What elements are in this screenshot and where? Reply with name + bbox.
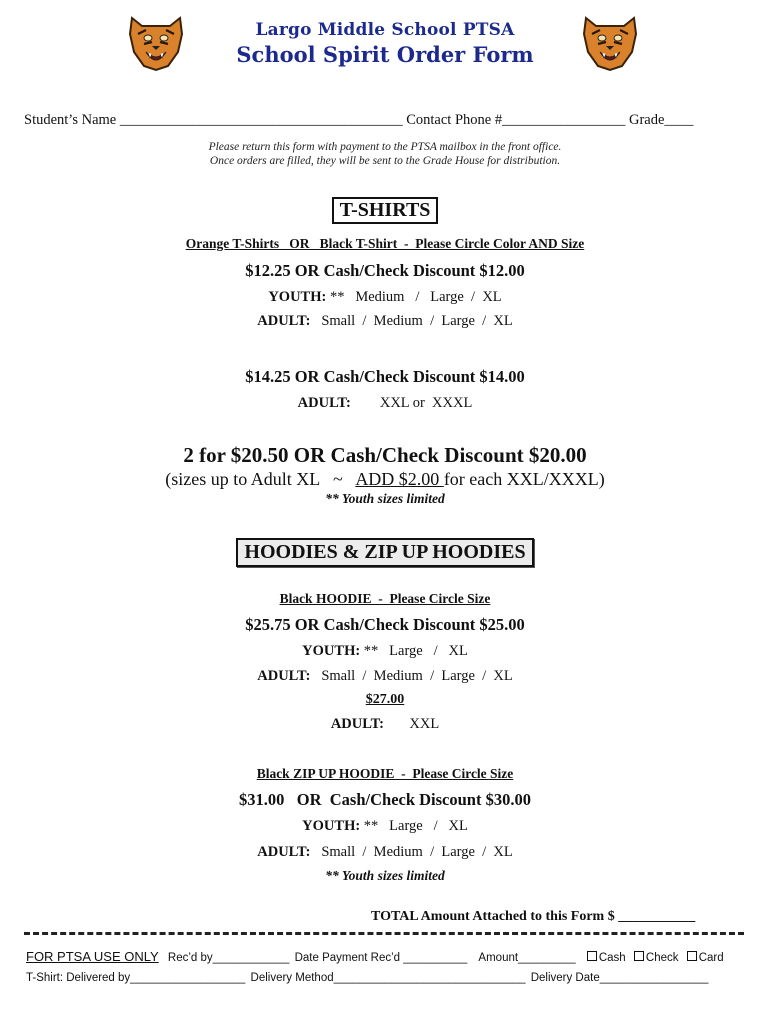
tshirt-delivered-field[interactable]: T-Shirt: Delivered by__________________ — [26, 972, 246, 984]
instruction-line-1: Please return this form with payment to the PTSA mailbox in the front office. — [208, 141, 562, 153]
grade-field[interactable]: ____ — [664, 112, 694, 128]
zip-adult-row — [0, 844, 770, 861]
tshirt-adult-row — [0, 313, 770, 330]
tshirts-heading: T-SHIRTS — [332, 197, 439, 224]
tshirt-deal-note — [0, 469, 770, 490]
hoodie-price-1: $25.75 OR Cash/Check Discount $25.00 — [245, 615, 525, 634]
card-label: Card — [698, 952, 724, 964]
office-use-label: FOR PTSA USE ONLY — [26, 949, 159, 964]
hoodie-youth-limited: ** Youth sizes limited — [325, 868, 445, 883]
deal-note-c: for each XXL/XXXL) — [443, 469, 605, 489]
tshirt-adult2-row — [0, 395, 770, 412]
adult-sizes[interactable]: Small / Medium / Large / XL — [310, 313, 513, 329]
hoodie-adult-xxl-sizes[interactable]: XXL — [384, 716, 440, 732]
contact-phone-field[interactable]: _________________ — [502, 112, 626, 128]
hoodie-adult-label: ADULT: — [257, 668, 311, 684]
hoodie-adult-row — [0, 668, 770, 685]
student-name-field[interactable]: _______________________________________ — [119, 112, 403, 128]
check-checkbox-icon[interactable] — [634, 951, 644, 961]
hoodie-adult-xxl-row — [0, 716, 770, 733]
total-amount-field[interactable]: ___________ — [618, 909, 696, 924]
recd-by-field[interactable]: Rec’d by____________ — [167, 952, 290, 964]
hoodies-heading: HOODIES & ZIP UP HOODIES — [236, 538, 533, 567]
youth-label: YOUTH: — [268, 289, 327, 305]
total-amount-row — [371, 909, 695, 925]
grade-label: Grade — [628, 112, 665, 128]
school-name: Largo Middle School PTSA — [255, 20, 515, 40]
total-label: TOTAL Amount Attached to this Form $ — [371, 909, 619, 924]
card-option[interactable] — [687, 952, 724, 964]
check-option[interactable] — [634, 952, 679, 964]
delivery-date-field[interactable]: Delivery Date_________________ — [530, 972, 709, 984]
contact-phone-label: Contact Phone # — [406, 112, 503, 128]
student-info-row — [24, 112, 744, 129]
zip-youth-row — [0, 818, 770, 835]
tshirt-price-1: $12.25 OR Cash/Check Discount $12.00 — [245, 261, 525, 280]
student-name-label: Student’s Name — [24, 112, 117, 128]
delivery-row — [26, 972, 746, 984]
zip-adult-sizes[interactable]: Small / Medium / Large / XL — [310, 844, 513, 860]
zip-hoodie-subheading: Black ZIP UP HOODIE - Please Circle Size — [256, 766, 514, 781]
tshirts-heading-wrap — [0, 197, 770, 224]
cut-line-divider — [24, 932, 744, 935]
zip-youth-sizes[interactable]: ** Large / XL — [360, 818, 468, 834]
card-checkbox-icon[interactable] — [687, 951, 697, 961]
zip-adult-label: ADULT: — [257, 844, 311, 860]
adult2-sizes[interactable]: XXL or XXXL — [350, 395, 473, 411]
zip-youth-label: YOUTH: — [302, 818, 361, 834]
hoodies-heading-wrap — [0, 538, 770, 567]
cash-label: Cash — [598, 952, 626, 964]
date-recd-field[interactable]: Date Payment Rec’d __________ — [294, 952, 468, 964]
cash-checkbox-icon[interactable] — [587, 951, 597, 961]
deal-note-b: ADD $2.00 — [355, 469, 444, 489]
tshirt-price-2: $14.25 OR Cash/Check Discount $14.00 — [245, 367, 525, 386]
cash-option[interactable] — [587, 952, 626, 964]
hoodie-adult-sizes[interactable]: Small / Medium / Large / XL — [310, 668, 513, 684]
zip-hoodie-price: $31.00 OR Cash/Check Discount $30.00 — [239, 790, 531, 809]
hoodie-youth-label: YOUTH: — [302, 643, 361, 659]
amount-field[interactable]: Amount_________ — [478, 952, 576, 964]
hoodie-youth-sizes[interactable]: ** Large / XL — [360, 643, 468, 659]
hoodie-adult-xxl-label: ADULT: — [330, 716, 384, 732]
hoodie-youth-row — [0, 643, 770, 660]
adult-label: ADULT: — [257, 313, 311, 329]
instruction-line-2: Once orders are filled, they will be sent to the Grade House for distribution. — [209, 155, 561, 167]
deal-note-a: (sizes up to Adult XL ~ — [165, 469, 356, 489]
check-label: Check — [645, 952, 679, 964]
tshirts-subheading: Orange T-Shirts OR Black T-Shirt - Please Circle Color AND Size — [185, 236, 585, 251]
delivery-method-field[interactable]: Delivery Method______________________________ — [250, 972, 526, 984]
hoodie-subheading: Black HOODIE - Please Circle Size — [279, 591, 491, 606]
youth-sizes[interactable]: ** Medium / Large / XL — [326, 289, 502, 305]
tshirt-youth-row — [0, 289, 770, 306]
hoodie-price-xxl: $27.00 — [365, 692, 405, 707]
tshirt-youth-limited: ** Youth sizes limited — [325, 491, 445, 506]
form-title: School Spirit Order Form — [236, 42, 534, 67]
adult2-label: ADULT: — [297, 395, 351, 411]
tshirt-deal: 2 for $20.50 OR Cash/Check Discount $20.00 — [183, 443, 587, 467]
office-use-row — [26, 949, 746, 964]
